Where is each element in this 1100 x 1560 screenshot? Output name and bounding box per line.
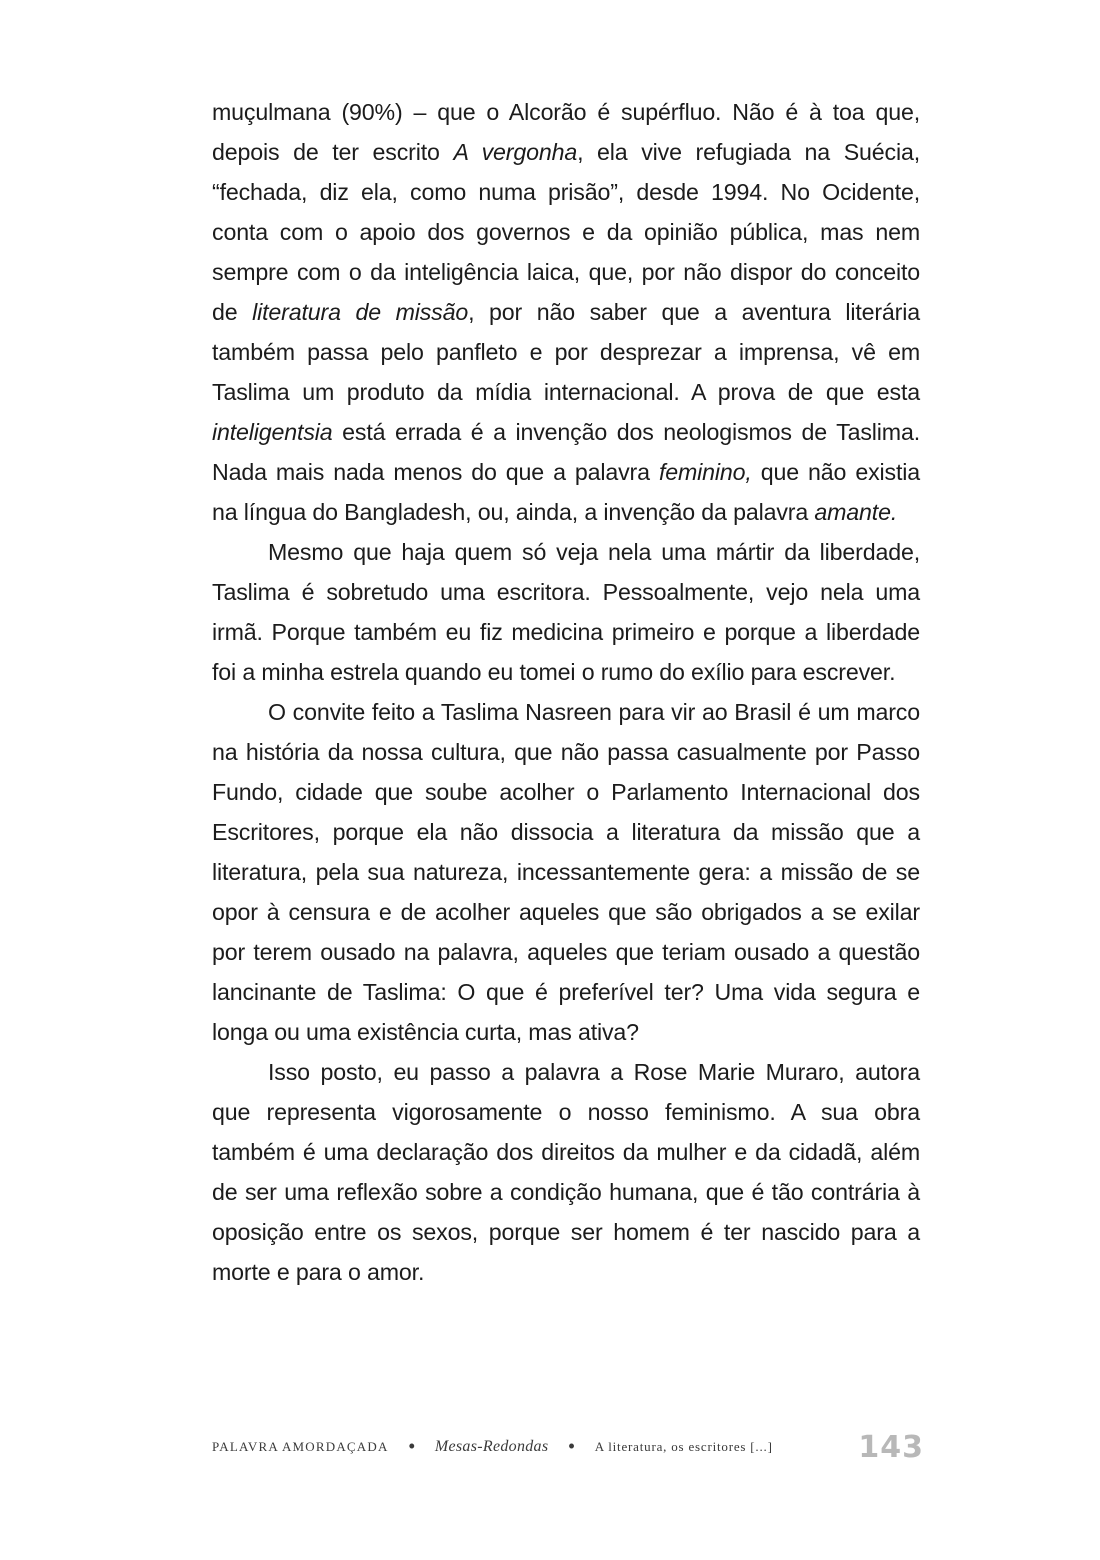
paragraph bbox=[212, 1052, 920, 1292]
paragraph bbox=[212, 532, 920, 692]
paragraph bbox=[212, 92, 920, 532]
italic-text: amante. bbox=[814, 499, 898, 525]
italic-text: feminino, bbox=[658, 459, 752, 485]
footer-bullet-icon: • bbox=[568, 1435, 575, 1456]
text-run: , ela vive refugiada na Suécia, “fechada, diz ela, como numa prisão”, desde 1994. No Ocidente, conta com o apoio dos governos e da opinião pública, mas nem sempre com o da inteligência laica, que, por não dispor do conceito de bbox=[212, 139, 920, 325]
body-text bbox=[212, 92, 920, 1292]
footer-bullet-icon: • bbox=[408, 1435, 415, 1456]
text-run: Mesmo que haja quem só veja nela uma mártir da liberdade, Taslima é sobretudo uma escritora. Pessoalmente, vejo nela uma irmã. Porque também eu fiz medicina primeiro e porque a liberdade foi a minha estrela quando eu tomei o rumo do exílio para escrever. bbox=[212, 539, 920, 685]
italic-text: A vergonha bbox=[453, 139, 578, 165]
footer-article-title: A literatura, os escritores [...] bbox=[594, 1439, 773, 1454]
running-footer bbox=[212, 1430, 924, 1464]
footer-book-title: PALAVRA AMORDAÇADA bbox=[212, 1439, 389, 1454]
page-number: 143 bbox=[858, 1429, 924, 1465]
text-run: , por não saber que a aventura literária também passa pelo panfleto e por desprezar a imprensa, vê em Taslima um produto da mídia internacional. A prova de que esta bbox=[212, 299, 920, 405]
italic-text: inteligentsia bbox=[212, 419, 333, 445]
text-run: muçulmana (90%) – que o Alcorão é supérfluo. Não é à toa que, depois de ter escrito bbox=[212, 99, 920, 165]
paragraph bbox=[212, 692, 920, 1052]
text-run: que não existia na língua do Bangladesh, ou, ainda, a invenção da palavra bbox=[212, 459, 920, 525]
text-run: está errada é a invenção dos neologismos de Taslima. Nada mais nada menos do que a palavra bbox=[212, 419, 920, 485]
text-run: O convite feito a Taslima Nasreen para vir ao Brasil é um marco na história da nossa cultura, que não passa casualmente por Passo Fundo, cidade que soube acolher o Parlamento Internacional dos Escritores, porque ela não dissocia a literatura da missão que a literatura, pela sua natureza, incessantemente gera: a missão de se opor à censura e de acolher aqueles que são obrigados a se exilar por terem ousado na palavra, aqueles que teriam ousado a questão lancinante de Taslima: O que é preferível ter? Uma vida segura e longa ou uma existência curta, mas ativa? bbox=[212, 699, 920, 1045]
text-run: Isso posto, eu passo a palavra a Rose Marie Muraro, autora que representa vigorosamente o nosso feminismo. A sua obra também é uma declaração dos direitos da mulher e da cidadã, além de ser uma reflexão sobre a condição humana, que é tão contrária à oposição entre os sexos, porque ser homem é ter nascido para a morte e para o amor. bbox=[212, 1059, 920, 1285]
italic-text: literatura de missão bbox=[252, 299, 469, 325]
footer-section: Mesas-Redondas bbox=[434, 1438, 549, 1455]
